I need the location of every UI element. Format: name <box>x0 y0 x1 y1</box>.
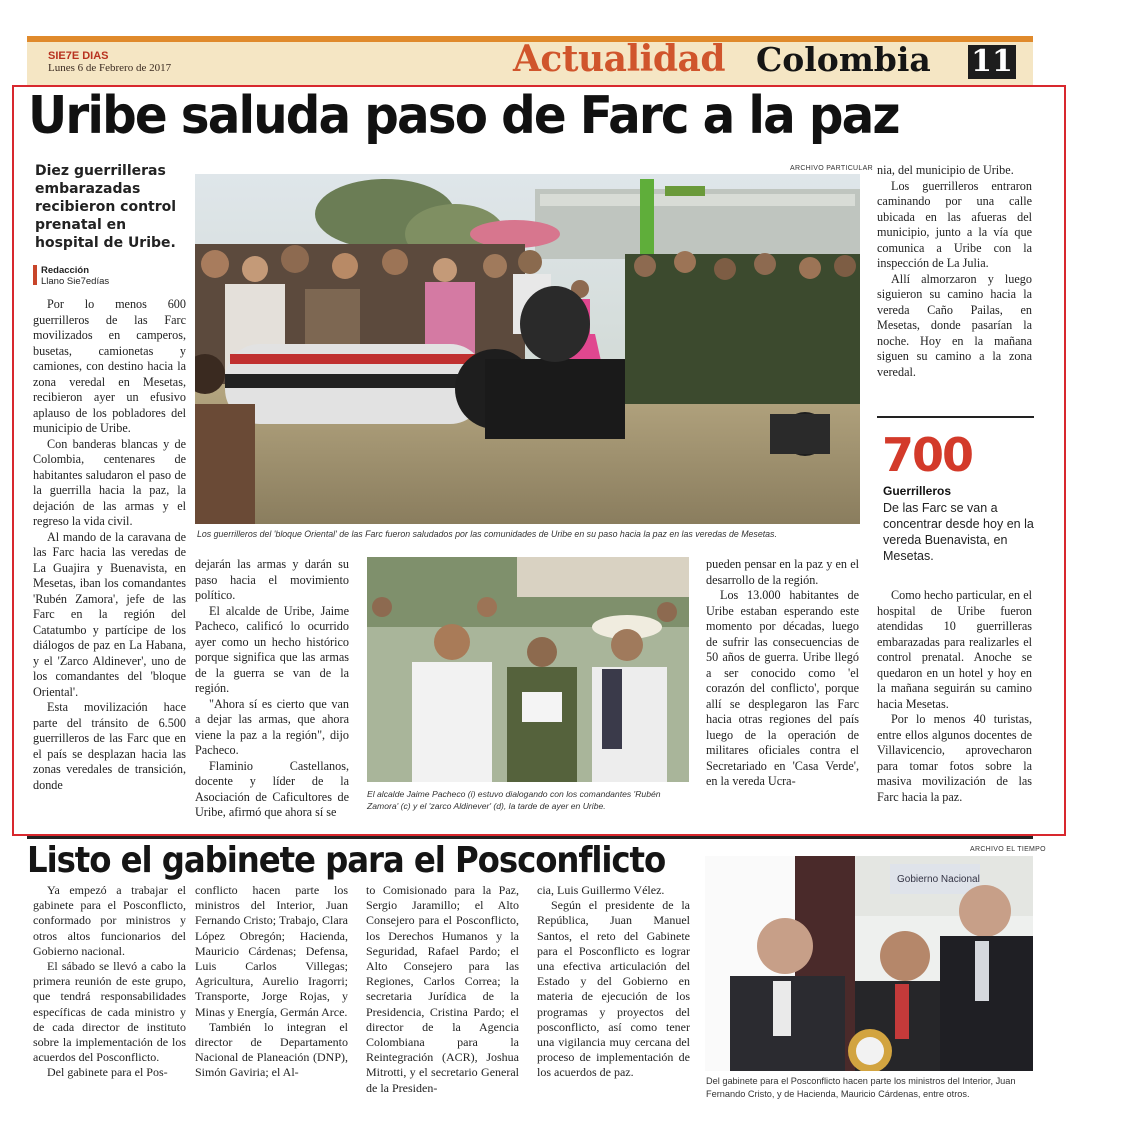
paragraph: to Comisionado para la Paz, Sergio Jaramillo; el Alto Consejero para el Posconflicto, los Derechos Humanos y la Seguridad, Rafael Pardo; el Alto Consejero para las Regiones, Carlos Correa; la secretaria Jurídica de la Presidencia, Cristina Pardo; el director de la Agencia Colombiana para la Reintegración (ACR), Joshua Mitrotti, y el secretario General de la Presiden- <box>366 883 519 1095</box>
article1-column-4-bottom <box>877 588 1032 805</box>
article2-column-3 <box>366 883 519 1096</box>
article1-byline <box>41 265 109 287</box>
paragraph: Allí almorzaron y luego siguieron su camino hacia la vereda Caño Pailas, en Mesetas, donde pasarían la noche. Hoy en la mañana siguen su camino a la zona veredal. <box>877 271 1032 379</box>
article2-photo-credit: ARCHIVO EL TIEMPO <box>970 846 1046 853</box>
byline-marker <box>33 265 37 285</box>
byline-name: Redacción <box>41 265 90 276</box>
paper-date: Lunes 6 de Febrero de 2017 <box>48 62 172 74</box>
banner-text: Gobierno Nacional <box>897 874 980 885</box>
main-photo <box>195 174 860 524</box>
paragraph: dejarán las armas y darán su paso hacia el movimiento político. <box>195 557 349 602</box>
article2-photo-image <box>705 856 1033 1071</box>
article2-column-2 <box>195 883 348 1081</box>
article2-photo-caption: Del gabinete para el Posconflicto hacen parte los ministros del Interior, Juan Fernando Cristo, y de Hacienda, Mauricio Cárdenas, entre otros. <box>706 1076 1016 1099</box>
section-title: Actualidad <box>513 38 726 80</box>
article2-photo <box>705 856 1033 1071</box>
paragraph: nia, del municipio de Uribe. <box>877 163 1014 177</box>
article2-column-1 <box>33 883 186 1081</box>
stat-number: 700 <box>882 428 973 482</box>
masthead-paper <box>48 50 171 74</box>
paragraph: "Ahora sí es cierto que van a dejar las armas, que ahora viene la paz a la región", dijo Pacheco. <box>195 696 349 757</box>
article1-column-4-top <box>877 163 1032 380</box>
country-title: Colombia <box>756 40 931 79</box>
article1-headline: Uribe saluda paso de Farc a la paz <box>28 86 899 146</box>
paragraph: Por lo menos 40 turistas, entre ellos algunos docentes de Villavicencio, aprovecharon para tomar fotos sobre la masiva movilización de las Farc hacia la paz. <box>877 712 1032 804</box>
paragraph: conflicto hacen parte los ministros del Interior, Juan Fernando Cristo; Trabajo, Clara López Obregón; Hacienda, Mauricio Cárdenas; Defensa, Luis Carlos Villegas; Agricultura, Aurelio Iragorri; Transporte, Jorge Rojas, y Minas y Energía, Germán Arce. <box>195 883 348 1019</box>
stat-label: Guerrilleros <box>883 484 952 498</box>
paragraph: pueden pensar en la paz y en el desarrollo de la región. <box>706 557 859 587</box>
paragraph: Esta movilización hace parte del tránsito de 6.500 guerrilleros de las Farc que en el país se desplazan hacia las zonas veredales de transición, donde <box>33 700 186 792</box>
main-photo-image <box>195 174 860 524</box>
article1-column-1 <box>33 297 186 793</box>
article1-column-2 <box>195 557 349 821</box>
paragraph: cia, Luis Guillermo Vélez. <box>537 883 665 897</box>
paragraph: También lo integran el director de Departamento Nacional de Planeación (DNP), Simón Gaviria; el Al- <box>195 1019 348 1080</box>
paper-name: SIE7E DIAS <box>48 50 109 62</box>
photo-credit: ARCHIVO PARTICULAR <box>790 165 873 172</box>
article2-top-rule <box>27 836 1033 839</box>
second-photo-caption: El alcalde Jaime Pacheco (i) estuvo dialogando con los comandantes 'Rubén Zamora' (c) y el 'zarco Aldinever' (d), la tarde de ayer en Uribe. <box>367 789 661 811</box>
paragraph: Por lo menos 600 guerrilleros de las Farc movilizados en camperos, busetas, camionetas y camiones, con destino hacia la zona veredal en Mesetas, recibieron ayer un efusivo aplauso de los pobladores del municipio de Uribe. <box>33 297 186 435</box>
main-photo-caption: Los guerrilleros del 'bloque Oriental' de las Farc fueron saludados por las comunidades de Uribe en su paso hacia la paz en las veredas de Mesetas. <box>197 529 777 539</box>
article1-column-3 <box>706 557 859 790</box>
paragraph: Ya empezó a trabajar el gabinete para el Posconflicto, conformado por ministros y otros altos funcionarios del Gobierno nacional. <box>33 883 186 958</box>
paragraph: Los guerrilleros entraron caminando por una calle ubicada en las afueras del municipio, junto a la vía que comunica a Uribe con la inspección de La Julia. <box>877 178 1032 270</box>
paragraph: Flaminio Castellanos, docente y líder de la Asociación de Caficultores de Uribe, afirmó que ahora sí se <box>195 758 349 819</box>
page-number: 11 <box>968 45 1016 79</box>
article1-deck: Diez guerrilleras embarazadas recibieron control prenatal en hospital de Uribe. <box>35 163 177 251</box>
byline-place: Llano Sie7edías <box>41 276 110 287</box>
article2-headline: Listo el gabinete para el Posconflicto <box>27 840 666 881</box>
stat-rule <box>877 416 1034 418</box>
paragraph: Como hecho particular, en el hospital de Uribe fueron atendidas 10 guerrilleras embarazadas para realizarles el control prenatal. Anoche se quedaron en un hotel y hoy en la mañana seguirán su camino hacia Mesetas. <box>877 588 1032 711</box>
paragraph: Del gabinete para el Pos- <box>47 1065 168 1080</box>
second-photo <box>367 557 689 782</box>
stat-text: De las Farc se van a concentrar desde hoy en la vereda Buenavista, en Mesetas. <box>883 501 1034 563</box>
second-photo-image <box>367 557 689 782</box>
paragraph: El alcalde de Uribe, Jaime Pacheco, calificó lo ocurrido ayer como un hecho histórico porque significa que las armas de la guerra se van de la región. <box>195 603 349 695</box>
paragraph: Con banderas blancas y de Colombia, centenares de habitantes saludaron el paso de la guerrilla hacia la paz, la dejación de las armas y el regreso la vida civil. <box>33 436 186 528</box>
article2-column-4 <box>537 883 690 1081</box>
paragraph: Al mando de la caravana de las Farc hacia las veredas de La Guajira y Buenavista, en Mesetas, iban los comandantes 'Rubén Zamora', jefe de las Farc en la región del Catatumbo y partícipe de los diálogos de paz en La Habana, y el 'Zarco Aldinever', uno de los comandantes del 'bloque Oriental'. <box>33 529 186 699</box>
paragraph: Según el presidente de la República, Juan Manuel Santos, el reto del Gabinete para el Posconflicto es lograr una efectiva articulación del Estado y del Gobierno en materia de ejecución de los programas y proyectos del posconflicto, así como tener una vigilancia muy cercana del proceso de implementación de los acuerdos de paz. <box>537 898 690 1080</box>
paragraph: Los 13.000 habitantes de Uribe estaban esperando este momento por décadas, luego de sufrir las consecuencias de 50 años de guerra. Uribe llegó a ser conocido como 'el corazón del conflicto', porque allí se desplegaron las Farc hacia otras regiones del país luego de la operación de militares oficiales contra el Secretariado en 'Casa Verde', en la vereda Ucra- <box>706 588 859 788</box>
paragraph: El sábado se llevó a cabo la primera reunión de este grupo, que tendrá responsabilidades específicas de cada ministro y de cada director de instituto sobre la implementación de los acuerdos del Posconflicto. <box>33 959 186 1065</box>
